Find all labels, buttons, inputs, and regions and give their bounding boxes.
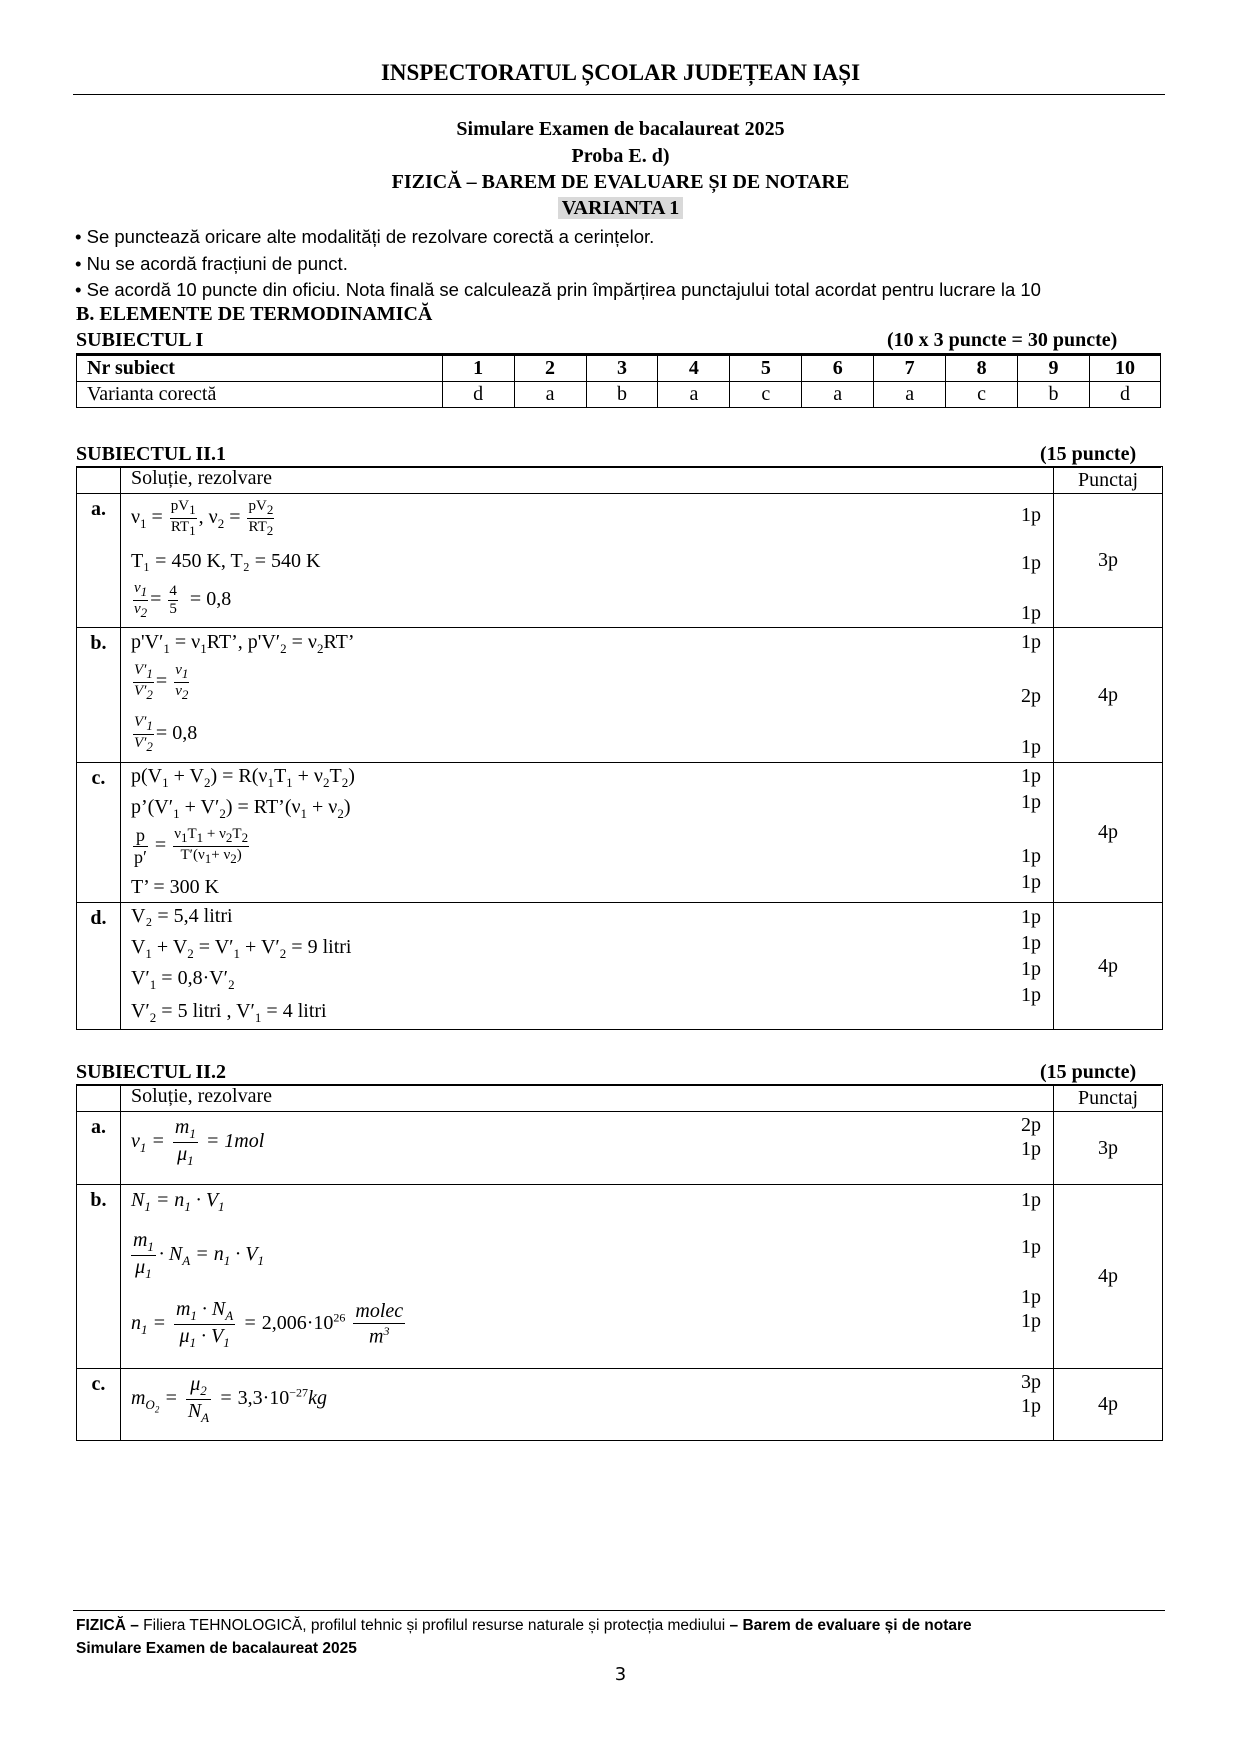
formula-line: $V_1 + V_2 = V'_1 + V'_2 = 9$ litri — [130, 936, 352, 961]
row-answer-label: Varianta corectă — [77, 382, 443, 408]
subiect21-title: SUBIECTUL II.1 — [76, 443, 227, 465]
solution-cell — [120, 1185, 1053, 1369]
col-solution-header: Soluție, rezolvare — [120, 467, 1053, 494]
footer-line-2: Simulare Examen de bacalaureat 2025 — [76, 1640, 357, 1657]
total-score: 4p — [1054, 628, 1163, 763]
item-letter: b. — [77, 1185, 121, 1369]
answer-cell: a — [802, 382, 874, 408]
item-letter: c. — [77, 763, 121, 903]
formula-line: T₁ = 450 K, T₂ = 540 K — [130, 550, 321, 572]
partial-score: 1p — [1021, 1189, 1042, 1211]
subiect21-points: (15 puncte) — [1040, 443, 1137, 465]
formula-line: $V'_2 = 5$ litri , $V'_1 = 4$ litri — [130, 1000, 327, 1025]
partial-score: 1p — [1021, 504, 1042, 526]
total-score: 4p — [1054, 1185, 1163, 1369]
section-title: B. ELEMENTE DE TERMODINAMICĂ — [76, 303, 433, 325]
note-2: • Nu se acordă fracțiuni de punct. — [75, 253, 348, 274]
exam-title: Simulare Examen de bacalaureat 2025 — [456, 118, 785, 140]
item-number: 5 — [730, 356, 802, 382]
table-row — [77, 763, 1163, 903]
item-letter: c. — [77, 1369, 121, 1441]
partial-score: 1p — [1021, 631, 1042, 653]
note-1: • Se punctează oricare alte modalități de rezolvare corectă a cerințelor. — [75, 226, 655, 247]
item-letter: b. — [77, 628, 121, 763]
partial-score: 1p — [1021, 1395, 1042, 1417]
proba-title: Proba E. d) — [571, 145, 670, 167]
answer-cell: b — [586, 382, 658, 408]
partial-score: 1p — [1021, 871, 1042, 893]
total-score: 4p — [1054, 763, 1163, 903]
partial-score: 1p — [1021, 1286, 1042, 1308]
formula-line: $\frac{p}{p'}$ = $\frac{\nu_1T_1 + \nu_2T_2}{T'(\nu_1+ \nu_2)}$ — [133, 825, 249, 867]
answer-cell: b — [1018, 382, 1090, 408]
answer-cell: a — [514, 382, 586, 408]
formula-line: $p’(V'_1 + V'_2)$ = $RT’(\nu_1 + \nu_2)$ — [130, 796, 351, 821]
item-number: 7 — [874, 356, 946, 382]
formula-line: $n_1$ = $\frac{m_1 \cdot N_A}{\mu_1 \cdot V_1}$ = $2,006\cdot 10^{26}$ molec $m^3$ — [130, 1298, 404, 1350]
partial-score: 2p — [1021, 685, 1042, 707]
partial-score: 1p — [1021, 1310, 1042, 1332]
total-score: 3p — [1054, 1112, 1163, 1185]
table-row — [77, 356, 1161, 382]
institution-header: INSPECTORATUL ȘCOLAR JUDEȚEAN IAȘI — [380, 60, 861, 85]
partial-score: 1p — [1021, 1138, 1042, 1160]
formula-line: $N_1 = n_1 \cdot V_1$ — [130, 1189, 225, 1214]
answer-cell: d — [1089, 382, 1160, 408]
partial-score: 1p — [1021, 932, 1042, 954]
table-row — [77, 467, 1163, 494]
table-row — [77, 1185, 1163, 1369]
item-number: 6 — [802, 356, 874, 382]
page-number: 3 — [614, 1664, 627, 1685]
item-number: 8 — [946, 356, 1018, 382]
solution-cell — [120, 1369, 1053, 1441]
item-letter: a. — [77, 1112, 121, 1185]
variant-label: VARIANTA 1 — [0, 197, 1241, 220]
subiect1-table — [76, 355, 1161, 408]
partial-score: 3p — [1021, 1371, 1042, 1393]
answer-cell: d — [442, 382, 514, 408]
item-letter: a. — [77, 494, 121, 628]
subiect1-title: SUBIECTUL I — [76, 329, 204, 351]
formula-line: $p(V_1 + V_2) = R(\nu_1T_1 + \nu_2T_2)$ — [130, 765, 355, 790]
table-row — [77, 1112, 1163, 1185]
subiect22-table — [76, 1084, 1163, 1441]
note-3: • Se acordă 10 puncte din oficiu. Nota finală se calculează prin împărțirea punctajului total acordat pentru lucrare la 10 — [75, 279, 1041, 300]
partial-score: 1p — [1021, 791, 1042, 813]
document-title: FIZICĂ – BAREM DE EVALUARE ȘI DE NOTARE — [391, 171, 850, 193]
partial-score: 1p — [1021, 958, 1042, 980]
formula-line: $\frac{m_1}{\mu_1}$ · $N_A = n_1 \cdot V_1$ — [132, 1229, 264, 1281]
header-rule — [73, 94, 1165, 95]
item-letter: d. — [77, 903, 121, 1030]
item-number: 4 — [658, 356, 730, 382]
item-number: 10 — [1089, 356, 1160, 382]
item-number: 1 — [442, 356, 514, 382]
row-header-label: Nr subiect — [77, 356, 443, 382]
table-row — [77, 1085, 1163, 1112]
table-row — [77, 628, 1163, 763]
col-score-header: Punctaj — [1054, 467, 1163, 494]
partial-score: 1p — [1021, 1236, 1042, 1258]
item-number: 2 — [514, 356, 586, 382]
subiect22-title: SUBIECTUL II.2 — [76, 1061, 227, 1083]
total-score: 4p — [1054, 903, 1163, 1030]
answer-cell: a — [658, 382, 730, 408]
formula-line: $\nu_1$ = $\frac{pV_1}{RT_1}$ , $\nu_2$ = $\frac{pV_2}{RT_2}$ — [130, 498, 274, 538]
solution-cell — [120, 1112, 1053, 1185]
footer-rule — [73, 1610, 1165, 1611]
total-score: 3p — [1054, 494, 1163, 628]
formula-line: $\frac{V'_1}{V'_2}$ = $\frac{\nu_1}{\nu_2}$ — [133, 662, 189, 702]
solution-cell — [120, 763, 1053, 903]
subiect22-points: (15 puncte) — [1040, 1061, 1137, 1083]
formula-line: $p'V'_1 = \nu_1RT$’, $p'V'_2 = \nu_2RT$’ — [130, 631, 355, 656]
total-score: 4p — [1054, 1369, 1163, 1441]
partial-score: 2p — [1021, 1114, 1042, 1136]
partial-score: 1p — [1021, 845, 1042, 867]
answer-cell: a — [874, 382, 946, 408]
solution-cell — [120, 628, 1053, 763]
item-number: 9 — [1018, 356, 1090, 382]
partial-score: 1p — [1021, 984, 1042, 1006]
col-solution-header: Soluție, rezolvare — [120, 1085, 1053, 1112]
answer-cell: c — [946, 382, 1018, 408]
table-row — [77, 382, 1161, 408]
partial-score: 1p — [1021, 552, 1042, 574]
answer-cell: c — [730, 382, 802, 408]
table-row — [77, 494, 1163, 628]
formula-line: T’ = 300 K — [130, 876, 220, 898]
formula-line: $m_{O_2}$ = $\frac{\mu_2}{N_A}$ = $3,3\cdot 10^{-27}kg$ — [130, 1373, 327, 1425]
subiect1-points: (10 x 3 puncte = 30 puncte) — [887, 329, 1118, 351]
subiect21-table — [76, 466, 1163, 1030]
table-row — [77, 1369, 1163, 1441]
formula-line: $\nu_1$ = $\frac{m_1}{\mu_1}$ = 1mol — [130, 1116, 265, 1168]
partial-score: 1p — [1021, 906, 1042, 928]
item-number: 3 — [586, 356, 658, 382]
partial-score: 1p — [1021, 736, 1042, 758]
formula-line: V₂ = 5,4 litri — [130, 905, 233, 927]
formula-line: $V'_1 = 0,8\cdot V'_2$ — [130, 967, 235, 992]
formula-line: $\frac{\nu_1}{\nu_2}$ = $\frac{4}{5}$ = 0,8 — [133, 580, 232, 620]
col-score-header: Punctaj — [1054, 1085, 1163, 1112]
formula-line: $\frac{V'_1}{V'_2}$ = 0,8 — [133, 714, 198, 754]
partial-score: 1p — [1021, 765, 1042, 787]
table-row — [77, 903, 1163, 1030]
solution-cell — [120, 494, 1053, 628]
partial-score: 1p — [1021, 602, 1042, 624]
footer-line-1: FIZICĂ – Filiera TEHNOLOGICĂ, profilul tehnic și profilul resurse naturale și protecția mediului – Barem de evaluare și de notare — [76, 1617, 972, 1634]
solution-cell — [120, 903, 1053, 1030]
